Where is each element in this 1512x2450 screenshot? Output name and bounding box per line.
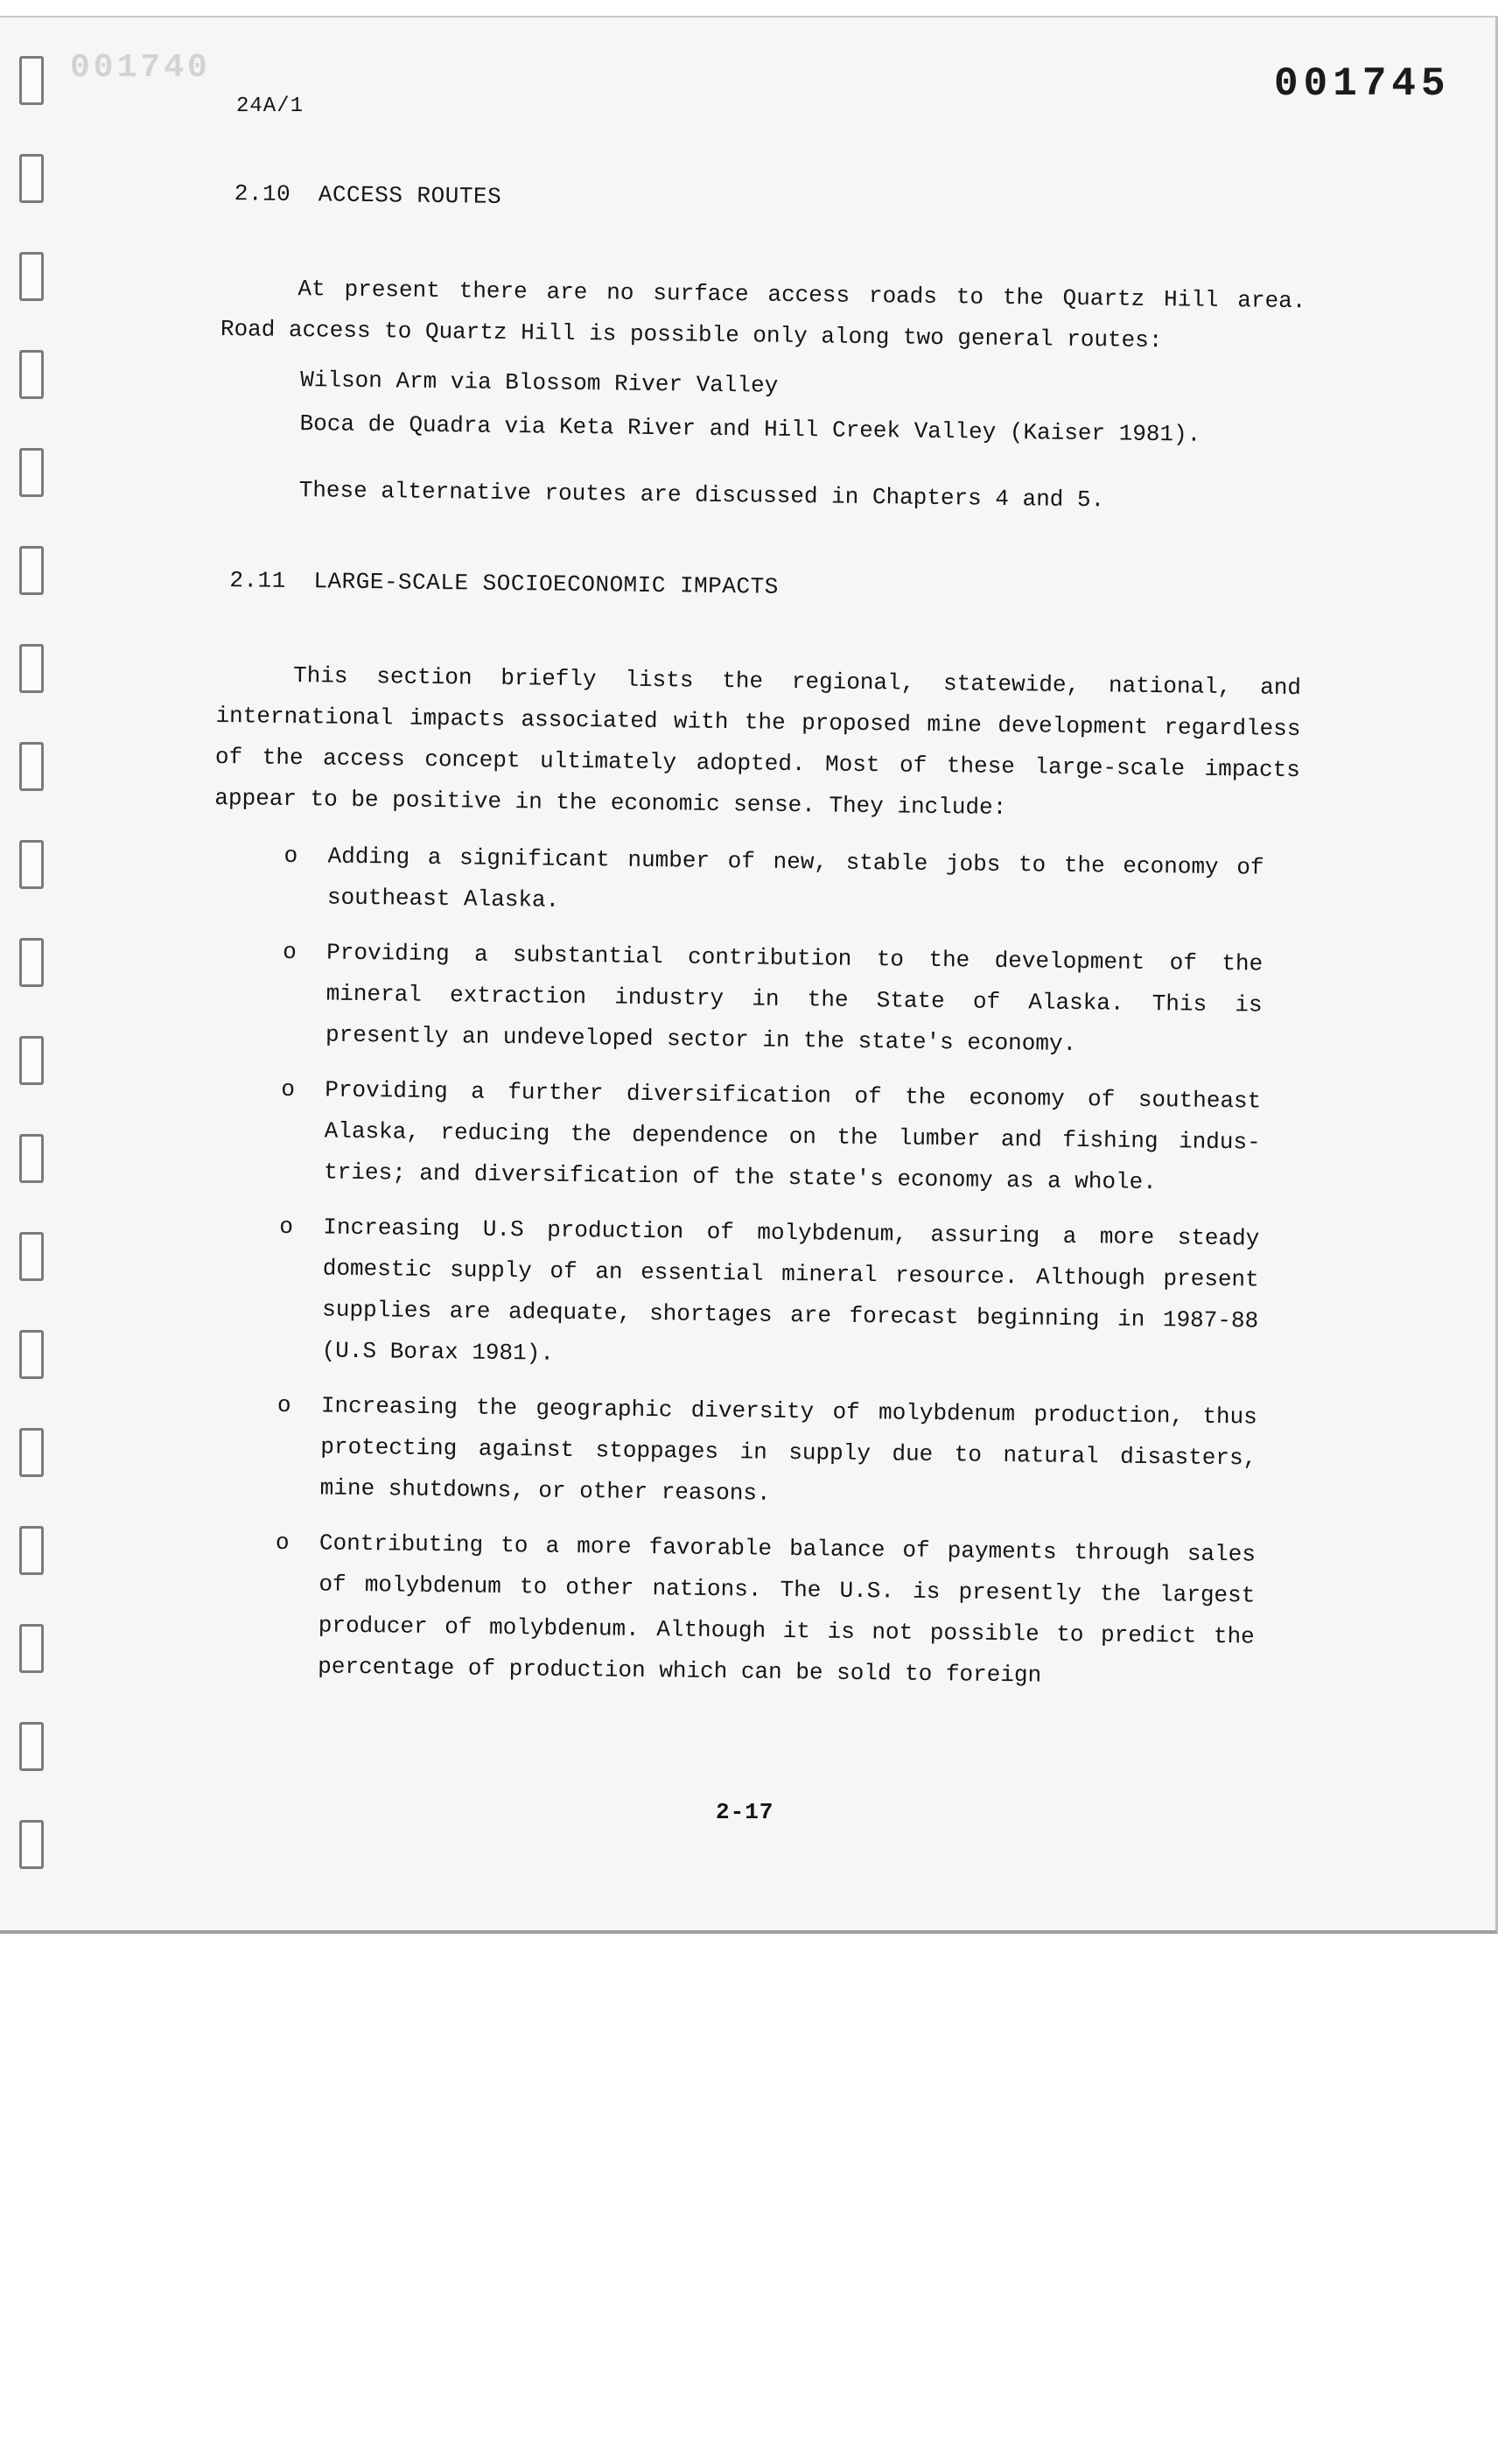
bullet-text: Increasing U.S production of molybdenum, assuring a more steady domestic supply of an essential mineral resource. Although present supplies are adequate, shortages are forecast beginning in 1987-88 (U.S Borax 1981). xyxy=(321,1214,1260,1367)
punch-hole xyxy=(19,1232,44,1281)
route-list xyxy=(299,358,1305,458)
punch-hole xyxy=(19,1820,44,1869)
punch-hole xyxy=(19,1134,44,1183)
punch-hole xyxy=(19,938,44,987)
punch-hole xyxy=(19,546,44,595)
bullet-marker: o xyxy=(279,1213,294,1241)
access-routes-intro: At present there are no surface access roads to the Quartz Hill area. Road access to Quartz Hill is possible only along two general routes: xyxy=(220,276,1306,354)
bullet-marker: o xyxy=(276,1391,291,1419)
bleed-through-stamp: 001740 xyxy=(70,49,211,87)
route-item: Boca de Quadra via Keta River and Hill Creek Valley (Kaiser 1981). xyxy=(299,410,1201,448)
bullet-text: Contributing to a more favorable balance of payments through sales of molybdenum to other nations. The U.S. is presently the largest producer of molybdenum. Although it is not possible to predict the percentage of production which can be sold to foreign xyxy=(318,1530,1256,1689)
list-item xyxy=(204,1522,1291,1699)
list-item xyxy=(210,1068,1297,1205)
punch-hole xyxy=(19,154,44,203)
section-number: 2.10 xyxy=(234,180,291,207)
punch-hole xyxy=(19,1624,44,1673)
bullet-text: Providing a substantial contribution to the development of the mineral extraction industry in the State of Alaska. This is presently an undeveloped sector in the state's economy. xyxy=(325,939,1264,1057)
section-title: LARGE-SCALE SOCIOECONOMIC IMPACTS xyxy=(313,568,779,600)
page-body xyxy=(204,180,1307,1713)
punch-hole xyxy=(19,840,44,889)
bullet-marker: o xyxy=(283,938,298,966)
bullet-text: Increasing the geographic diversity of molybdenum production, thus protecting against stoppages in supply due to natural disasters, mine shutdowns, or other reasons. xyxy=(319,1392,1258,1507)
punch-hole xyxy=(19,1330,44,1379)
list-item xyxy=(207,1206,1294,1383)
bullet-text: Adding a significant number of new, stable jobs to the economy of southeast Alaska. xyxy=(326,843,1264,914)
document-id: 24A/1 xyxy=(236,94,304,118)
page-number: 2-17 xyxy=(716,1799,774,1825)
section-heading-socioeconomic-impacts xyxy=(229,567,1302,606)
bullet-marker: o xyxy=(275,1529,290,1557)
punch-hole xyxy=(19,56,44,105)
punch-hole xyxy=(19,448,44,497)
punch-hole xyxy=(19,1036,44,1085)
bates-stamp-number: 001745 xyxy=(1274,61,1451,107)
bullet-text: Providing a further diversification of the economy of southeast Alaska, reducing the dependence on the lumber and fishing indus-tries; and diversification of the state's economy as a whole. xyxy=(323,1076,1262,1196)
punch-hole xyxy=(19,1526,44,1575)
punch-hole xyxy=(19,1722,44,1771)
section-heading-access-routes xyxy=(234,180,1307,220)
section-number: 2.11 xyxy=(229,567,287,594)
punch-hole xyxy=(19,742,44,791)
punch-hole xyxy=(19,252,44,301)
punch-hole xyxy=(19,644,44,693)
impacts-intro: This section briefly lists the regional, statewide, national, and international impacts associated with the proposed mine development regardless of the access concept ultimately adopted. Most of these large-scale impacts appear to be positive in the economic sense. They include: xyxy=(214,662,1302,822)
section-title: ACCESS ROUTES xyxy=(318,181,502,210)
bullet-marker: o xyxy=(284,842,298,870)
punch-hole xyxy=(19,1428,44,1477)
list-item xyxy=(214,835,1299,930)
routes-closing-sentence: These alternative routes are discussed in Chapters 4 and 5. xyxy=(298,477,1105,514)
list-item xyxy=(206,1384,1292,1521)
bullet-marker: o xyxy=(281,1075,296,1103)
list-item xyxy=(212,931,1298,1068)
punch-hole xyxy=(19,350,44,399)
route-item: Wilson Arm via Blossom River Valley xyxy=(300,367,779,399)
document-page xyxy=(0,16,1498,1934)
binder-punch-holes xyxy=(19,56,51,1894)
impact-bullet-list xyxy=(204,835,1299,1699)
